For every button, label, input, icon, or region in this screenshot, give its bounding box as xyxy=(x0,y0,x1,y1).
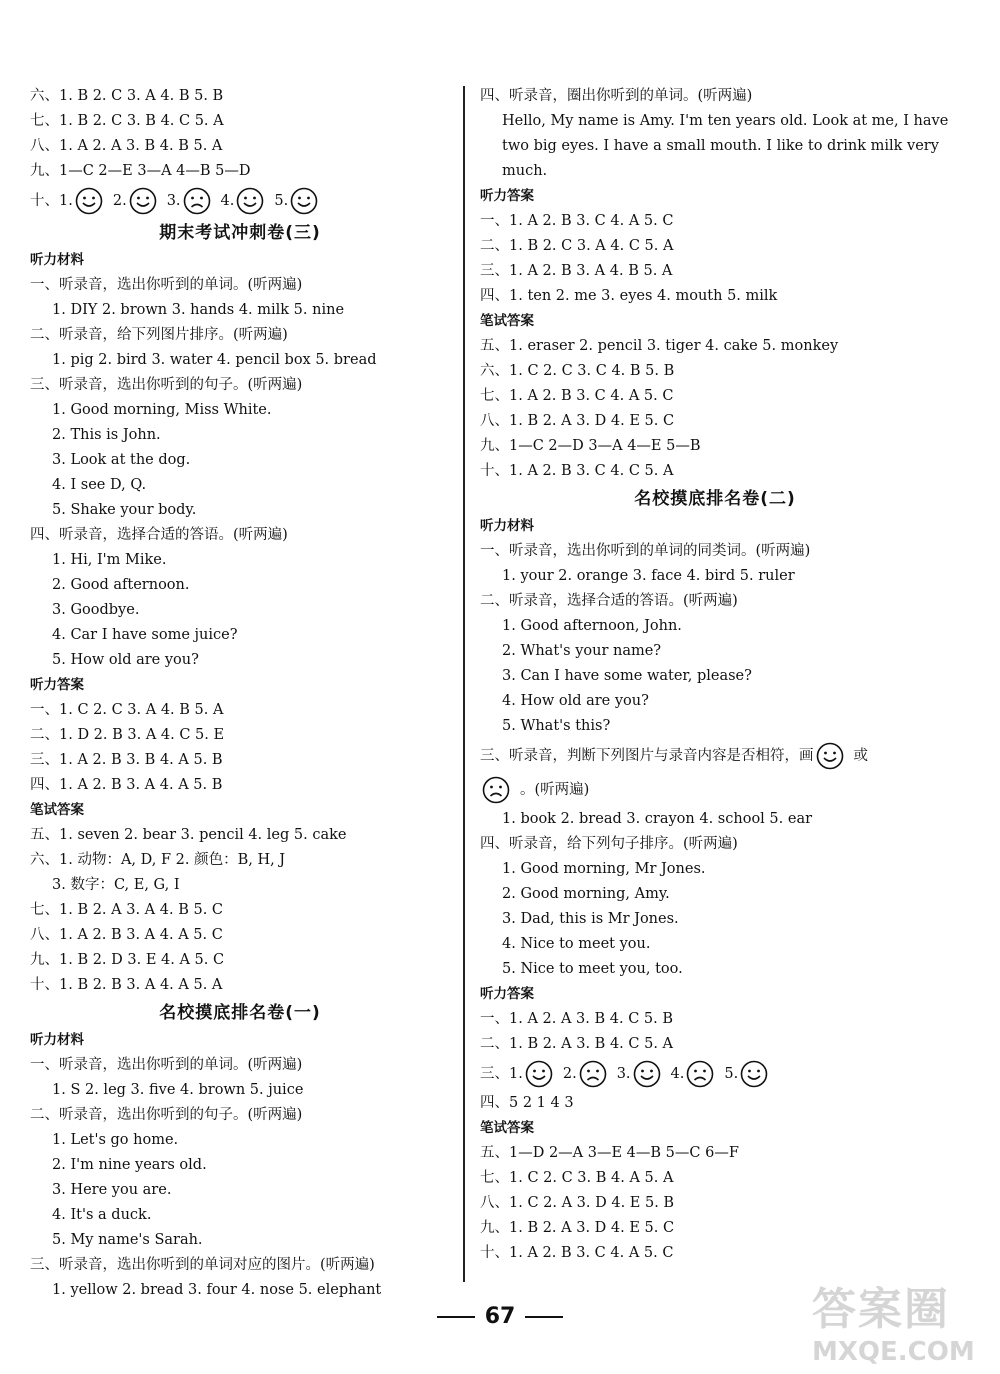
answer-line xyxy=(480,1057,950,1091)
answer-line: 二、听录音，给下列图片排序。(听两遍) xyxy=(30,327,288,343)
answer-line: 二、听录音，选择合适的答语。(听两遍) xyxy=(480,593,738,609)
line-label: 三、 xyxy=(480,1066,509,1082)
answer-line: 六、1. B 2. C 3. A 4. B 5. B xyxy=(30,88,224,104)
answer-line: 四、1. ten 2. me 3. eyes 4. mouth 5. milk xyxy=(480,288,778,304)
answer-line: 九、1—C 2—D 3—A 4—E 5—B xyxy=(480,438,701,454)
answer-line: 一、1. A 2. B 3. C 4. A 5. C xyxy=(480,213,674,229)
face-number: 1. xyxy=(59,193,73,209)
answer-line: 三、1. A 2. B 3. B 4. A 5. B xyxy=(30,752,223,768)
section-label: 笔试答案 xyxy=(30,802,84,818)
answer-line: 八、1. C 2. A 3. D 4. E 5. B xyxy=(480,1195,675,1211)
answer-line: 4. Car I have some juice? xyxy=(52,627,238,643)
answer-line: 1. Good morning, Mr Jones. xyxy=(502,861,706,877)
sad-face-icon xyxy=(482,776,510,804)
answer-line: 五、1—D 2—A 3—E 4—B 5—C 6—F xyxy=(480,1145,739,1161)
answer-line: 2. This is John. xyxy=(52,427,161,443)
answer-line: 八、1. A 2. B 3. A 4. A 5. C xyxy=(30,927,223,943)
line-label: 十、 xyxy=(30,193,59,209)
smiley-face-icon xyxy=(633,1060,661,1088)
answer-line xyxy=(480,773,950,807)
answer-line: 5. What's this? xyxy=(502,718,611,734)
face-number: 5. xyxy=(724,1066,739,1082)
column-divider xyxy=(463,86,465,1282)
smiley-face-icon xyxy=(816,742,844,770)
right-column xyxy=(480,84,950,1266)
answer-line: 2. I'm nine years old. xyxy=(52,1157,207,1173)
answer-line: 十、1. A 2. B 3. C 4. C 5. A xyxy=(480,463,674,479)
answer-line: 六、1. 动物：A, D, F 2. 颜色：B, H, J xyxy=(30,852,286,868)
watermark-big: 答案圈 xyxy=(812,1284,950,1335)
answer-line: 2. Good morning, Amy. xyxy=(502,886,670,902)
answer-line: 五、1. seven 2. bear 3. pencil 4. leg 5. cake xyxy=(30,827,347,843)
section-label: 听力材料 xyxy=(30,1032,84,1048)
face-number: 1. xyxy=(509,1066,523,1082)
section-label: 笔试答案 xyxy=(480,313,534,329)
watermark-logo xyxy=(812,1273,992,1368)
answer-line: 3. Can I have some water, please? xyxy=(502,668,752,684)
answer-line: 二、1. B 2. C 3. A 4. C 5. A xyxy=(480,238,674,254)
answer-line xyxy=(30,184,450,218)
left-column xyxy=(30,84,450,1303)
section-label: 听力答案 xyxy=(30,677,84,693)
section-label: 听力答案 xyxy=(480,188,534,204)
answer-line: 一、1. C 2. C 3. A 4. B 5. A xyxy=(30,702,224,718)
face-number: 4. xyxy=(220,193,235,209)
sad-face-icon xyxy=(686,1060,714,1088)
watermark-small: MXQE.COM xyxy=(812,1337,975,1367)
answer-line: 3. Goodbye. xyxy=(52,602,140,618)
answer-line: 一、听录音，选出你听到的单词。(听两遍) xyxy=(30,277,303,293)
answer-line: 1. pig 2. bird 3. water 4. pencil box 5. bread xyxy=(52,352,377,368)
answer-line: 2. Good afternoon. xyxy=(52,577,190,593)
answer-line: 二、听录音，选出你听到的句子。(听两遍) xyxy=(30,1107,303,1123)
answer-line: 1. book 2. bread 3. crayon 4. school 5. ear xyxy=(502,811,813,827)
answer-line: 5. Shake your body. xyxy=(52,502,197,518)
answer-line xyxy=(480,739,950,773)
answer-line: 十、1. B 2. B 3. A 4. A 5. A xyxy=(30,977,223,993)
line-label: 三、听录音，判断下列图片与录音内容是否相符，画 xyxy=(480,748,814,764)
answer-line: 七、1. B 2. A 3. A 4. B 5. C xyxy=(30,902,224,918)
section-label: 笔试答案 xyxy=(480,1120,534,1136)
answer-line: 七、1. A 2. B 3. C 4. A 5. C xyxy=(480,388,674,404)
smiley-face-icon xyxy=(740,1060,768,1088)
answer-line: 4. Nice to meet you. xyxy=(502,936,651,952)
sad-face-icon xyxy=(579,1060,607,1088)
smiley-face-icon xyxy=(290,187,318,215)
section-label: 听力材料 xyxy=(30,252,84,268)
answer-line: 七、1. C 2. C 3. B 4. A 5. A xyxy=(480,1170,674,1186)
section-label: 听力材料 xyxy=(480,518,534,534)
answer-line: 一、1. A 2. A 3. B 4. C 5. B xyxy=(480,1011,674,1027)
answer-line: 1. Good morning, Miss White. xyxy=(52,402,272,418)
face-number: 2. xyxy=(112,193,127,209)
answer-line: 5. Nice to meet you, too. xyxy=(502,961,683,977)
answer-line: 4. How old are you? xyxy=(502,693,649,709)
answer-line: 九、1—C 2—E 3—A 4—B 5—D xyxy=(30,163,251,179)
answer-line: 1. DIY 2. brown 3. hands 4. milk 5. nine xyxy=(52,302,345,318)
answer-line: 十、1. A 2. B 3. C 4. A 5. C xyxy=(480,1245,674,1261)
answer-line: 九、1. B 2. D 3. E 4. A 5. C xyxy=(30,952,225,968)
smiley-face-icon xyxy=(75,187,103,215)
face-number: 5. xyxy=(274,193,289,209)
answer-line: 1. Hi, I'm Mike. xyxy=(52,552,167,568)
answer-line: 3. Look at the dog. xyxy=(52,452,191,468)
answer-line: 1. yellow 2. bread 3. four 4. nose 5. elephant xyxy=(52,1282,382,1298)
smiley-face-icon xyxy=(525,1060,553,1088)
section-title: 名校摸底排名卷(一) xyxy=(159,1003,321,1023)
section-title: 期末考试冲刺卷(三) xyxy=(159,223,321,243)
answer-line: 1. Let's go home. xyxy=(52,1132,179,1148)
dash-left xyxy=(437,1316,475,1318)
answer-line: 4. It's a duck. xyxy=(52,1207,152,1223)
answer-line: 四、听录音，圈出你听到的单词。(听两遍) xyxy=(480,88,753,104)
answer-line: 三、听录音，选出你听到的句子。(听两遍) xyxy=(30,377,303,393)
answer-line: 四、听录音，给下列句子排序。(听两遍) xyxy=(480,836,738,852)
face-number: 3. xyxy=(166,193,181,209)
face-number: 3. xyxy=(616,1066,631,1082)
face-number: 2. xyxy=(562,1066,577,1082)
answer-line: 1. S 2. leg 3. five 4. brown 5. juice xyxy=(52,1082,304,1098)
answer-line: 四、听录音，选择合适的答语。(听两遍) xyxy=(30,527,288,543)
line-suffix: 或 xyxy=(853,748,868,764)
answer-line: 1. Good afternoon, John. xyxy=(502,618,682,634)
section-label: 听力答案 xyxy=(480,986,534,1002)
face-number: 4. xyxy=(670,1066,685,1082)
answer-line: 二、1. B 2. A 3. B 4. C 5. A xyxy=(480,1036,674,1052)
answer-line: 3. Here you are. xyxy=(52,1182,172,1198)
answer-line: 九、1. B 2. A 3. D 4. E 5. C xyxy=(480,1220,675,1236)
answer-line: 4. I see D, Q. xyxy=(52,477,147,493)
answer-line: Hello, My name is Amy. I'm ten years old. Look at me, I have two big eyes. I have a small mouth. I like to drink milk very much. xyxy=(502,113,949,179)
answer-line: 3. 数字：C, E, G, I xyxy=(52,877,180,893)
line-suffix: 。(听两遍) xyxy=(520,782,590,798)
answer-line: 5. My name's Sarah. xyxy=(52,1232,203,1248)
answer-line: 八、1. A 2. A 3. B 4. B 5. A xyxy=(30,138,223,154)
dash-right xyxy=(525,1316,563,1318)
answer-line: 五、1. eraser 2. pencil 3. tiger 4. cake 5. monkey xyxy=(480,338,839,354)
answer-line: 3. Dad, this is Mr Jones. xyxy=(502,911,679,927)
answer-line: 一、听录音，选出你听到的单词。(听两遍) xyxy=(30,1057,303,1073)
answer-line: 三、1. A 2. B 3. A 4. B 5. A xyxy=(480,263,673,279)
section-title: 名校摸底排名卷(二) xyxy=(634,489,796,509)
answer-line: 七、1. B 2. C 3. B 4. C 5. A xyxy=(30,113,224,129)
answer-line: 六、1. C 2. C 3. C 4. B 5. B xyxy=(480,363,675,379)
answer-line: 三、听录音，选出你听到的单词对应的图片。(听两遍) xyxy=(30,1257,375,1273)
answer-line: 四、1. A 2. B 3. A 4. A 5. B xyxy=(30,777,223,793)
smiley-face-icon xyxy=(129,187,157,215)
answer-line: 5. How old are you? xyxy=(52,652,199,668)
answer-line: 二、1. D 2. B 3. A 4. C 5. E xyxy=(30,727,225,743)
smiley-face-icon xyxy=(236,187,264,215)
answer-line: 八、1. B 2. A 3. D 4. E 5. C xyxy=(480,413,675,429)
page-number-text: 67 xyxy=(484,1304,516,1329)
answer-line: 2. What's your name? xyxy=(502,643,662,659)
answer-line: 一、听录音，选出你听到的单词的同类词。(听两遍) xyxy=(480,543,811,559)
answer-line: 1. your 2. orange 3. face 4. bird 5. ruler xyxy=(502,568,795,584)
sad-face-icon xyxy=(183,187,211,215)
answer-line: 四、5 2 1 4 3 xyxy=(480,1095,574,1111)
